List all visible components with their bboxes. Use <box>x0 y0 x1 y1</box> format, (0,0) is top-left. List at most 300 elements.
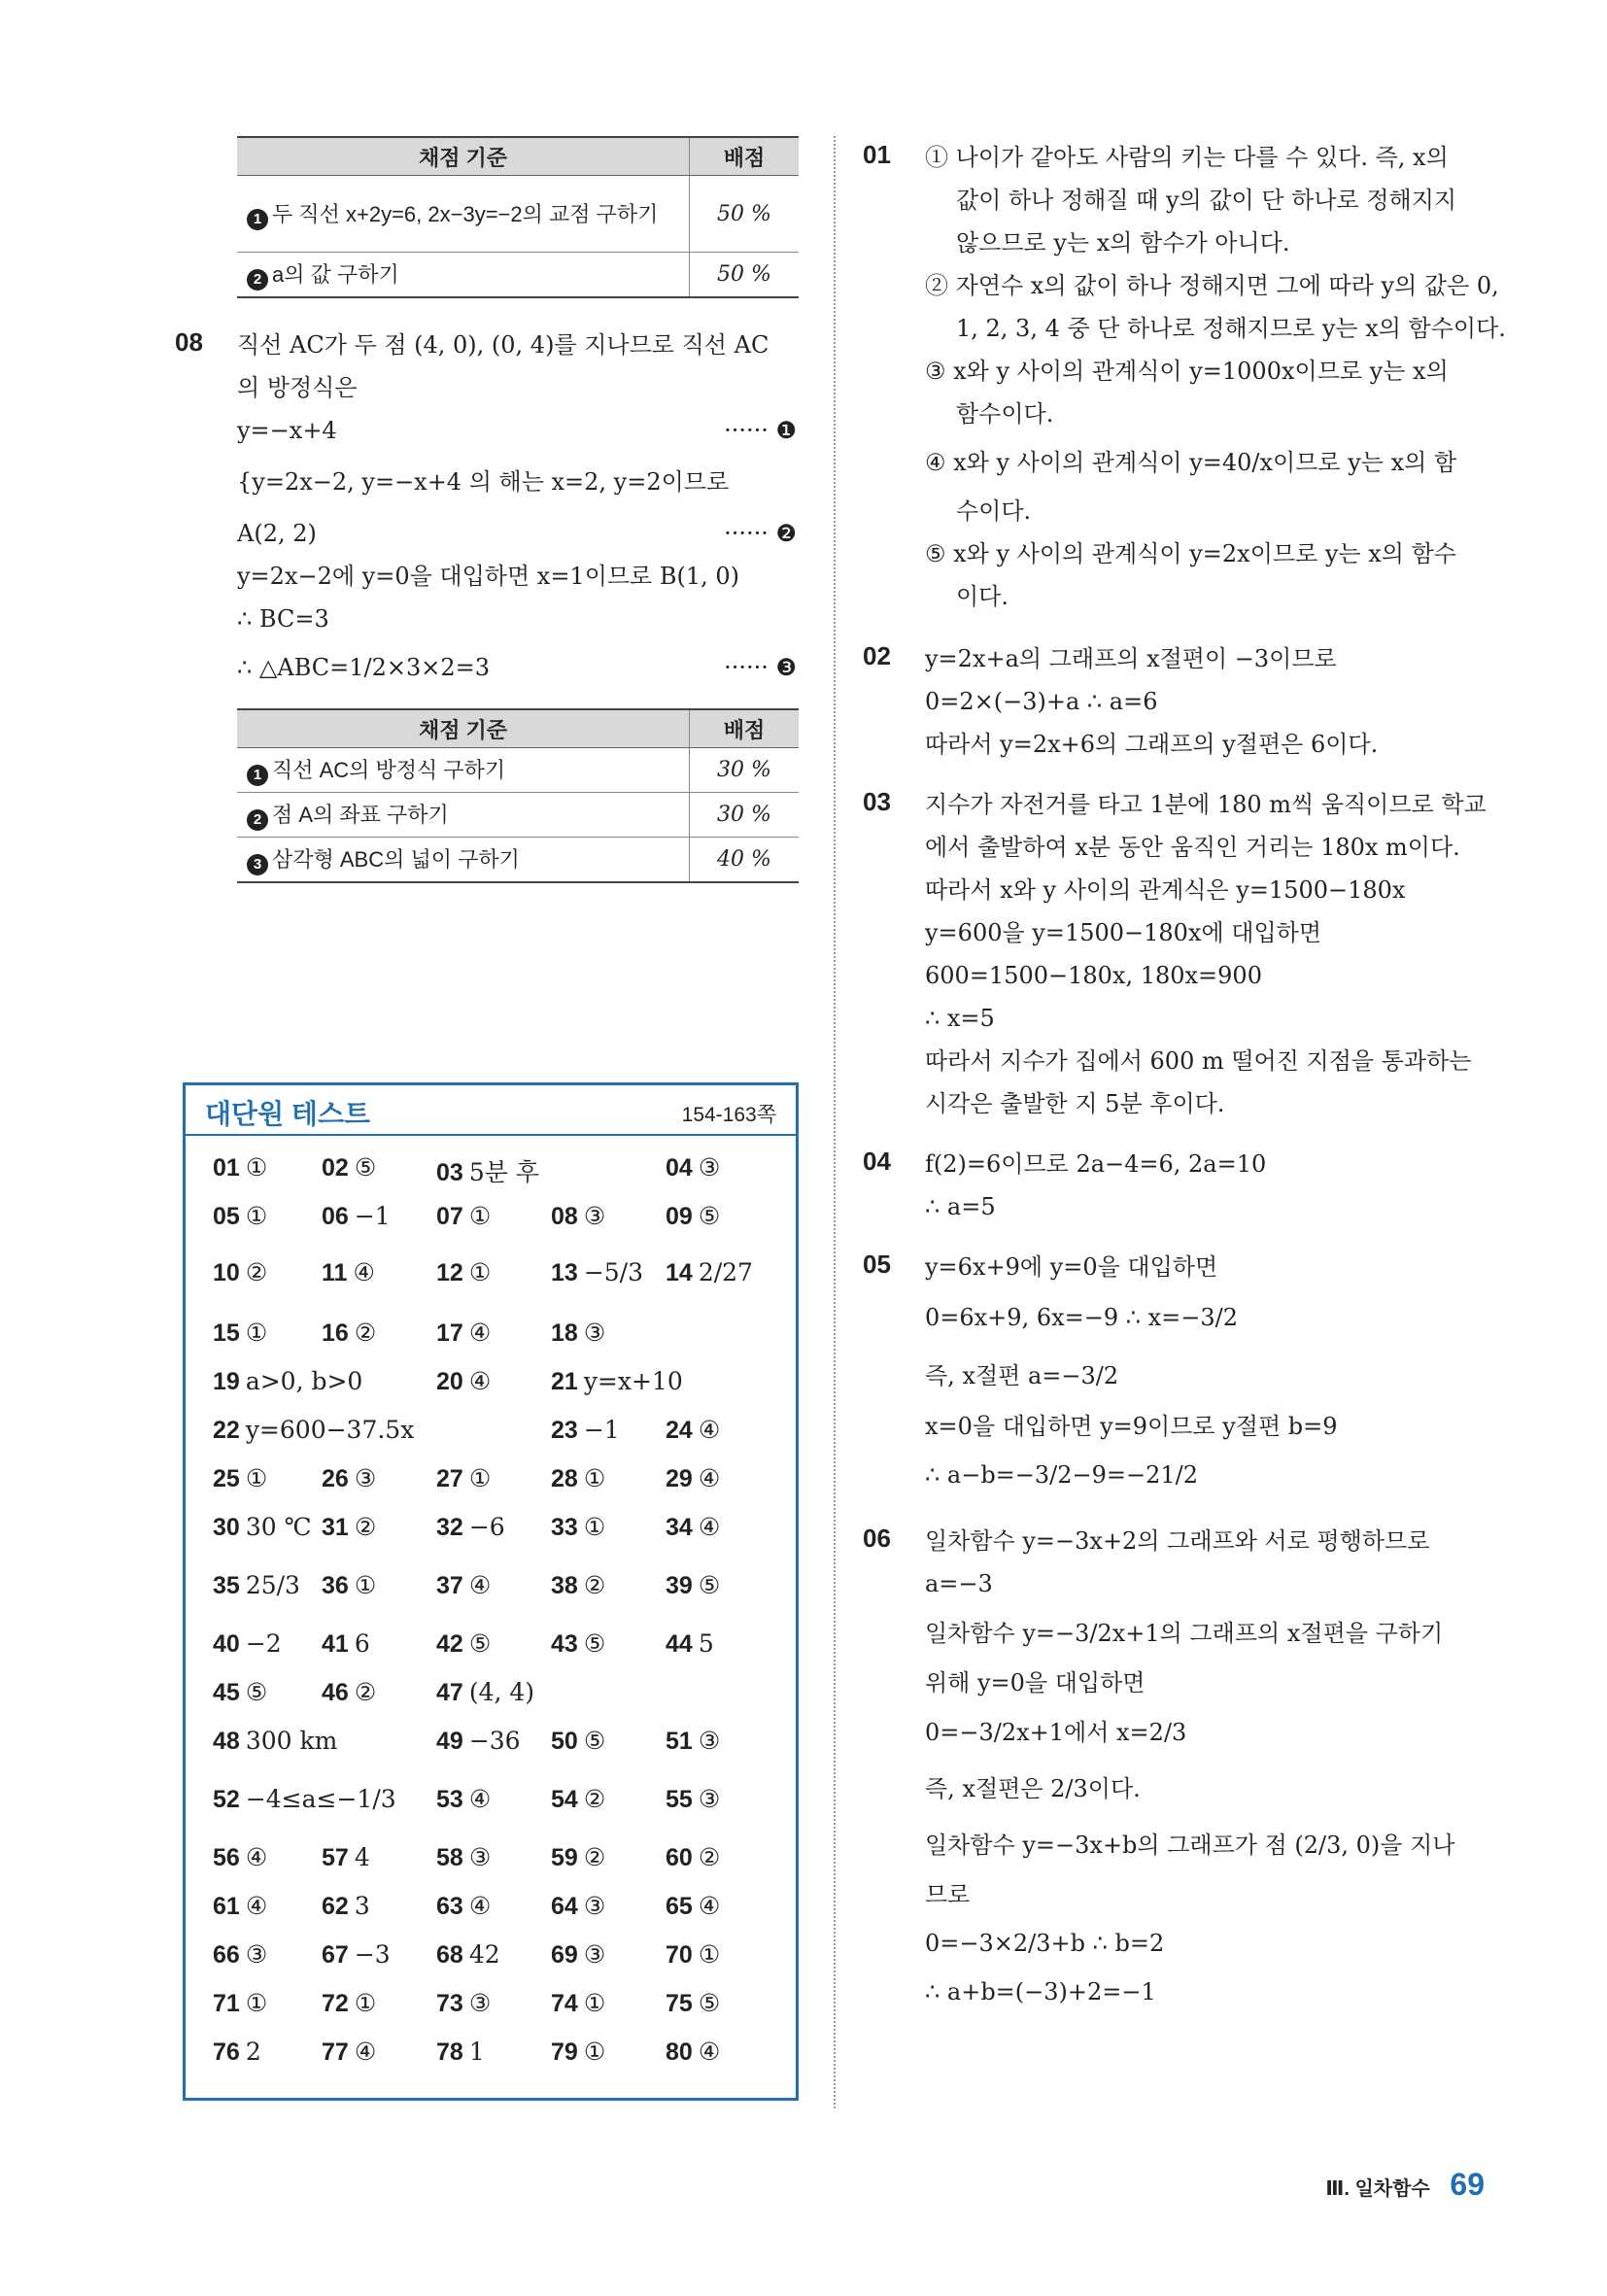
solution-line: x=0을 대입하면 y=9이므로 y절편 b=9 <box>925 1413 1338 1440</box>
answer-value: ③ <box>583 1202 606 1230</box>
answer-value: ③ <box>583 1892 606 1920</box>
answer-value: ④ <box>698 2038 721 2066</box>
answer-value: 1 <box>468 2038 485 2066</box>
answer-value: ⑤ <box>583 1629 606 1658</box>
step-number-badge: 3 <box>247 854 268 875</box>
answer-item <box>322 1892 370 1921</box>
solution-line: a=−3 <box>925 1570 993 1597</box>
answer-value: −6 <box>468 1513 505 1541</box>
answer-number: 17 <box>436 1319 463 1347</box>
solution-line: 0=−3×2/3+b ∴ b=2 <box>925 1930 1165 1957</box>
answer-number: 46 <box>322 1679 349 1706</box>
problem-06 <box>863 1520 1485 2013</box>
solution-line: 값이 하나 정해질 때 y의 값이 단 하나로 정해지지 <box>956 187 1457 214</box>
answer-number: 11 <box>322 1259 348 1286</box>
table-row <box>237 793 799 838</box>
answer-number: 51 <box>666 1728 693 1755</box>
points-value: 30 % <box>690 748 800 793</box>
points-value: 50 % <box>690 253 800 298</box>
answer-item <box>551 1416 620 1445</box>
problem-number: 03 <box>863 787 891 816</box>
answer-item <box>436 1367 491 1396</box>
answer-number: 75 <box>666 1990 693 2017</box>
answer-number: 70 <box>666 1941 693 1969</box>
solution-line: 수이다. <box>956 497 1032 525</box>
solution-line: 즉, x절편 a=−3/2 <box>925 1362 1119 1389</box>
answer-item <box>213 1153 267 1182</box>
problem-01 <box>863 136 1506 618</box>
answer-item <box>322 1202 391 1231</box>
answer-item <box>213 1367 362 1396</box>
answer-number: 04 <box>666 1154 693 1182</box>
answer-item <box>551 1319 605 1348</box>
answer-number: 15 <box>213 1319 240 1347</box>
answer-value: 2 <box>245 2038 261 2066</box>
problem-04 <box>863 1143 1485 1228</box>
answer-number: 38 <box>551 1572 578 1599</box>
answer-number: 79 <box>551 2039 578 2066</box>
answer-number: 47 <box>436 1679 463 1706</box>
right-column <box>863 136 1506 2025</box>
table-header-points: 배점 <box>690 137 800 176</box>
solution-line: ∴ BC=3 <box>237 605 329 633</box>
answer-item <box>436 1785 491 1814</box>
answer-value: 42 <box>468 1940 500 1969</box>
column-divider <box>834 136 836 2108</box>
answer-number: 18 <box>551 1319 578 1347</box>
answer-number: 20 <box>436 1368 463 1395</box>
answer-number: 55 <box>666 1786 693 1813</box>
answer-item <box>436 1843 491 1872</box>
table-row <box>237 253 799 298</box>
solution-line: 즉, x절편은 2/3이다. <box>925 1775 1141 1802</box>
points-value: 50 % <box>690 176 800 253</box>
solution-line: y=2x+a의 그래프의 x절편이 −3이므로 <box>925 645 1337 672</box>
step-marker: ······ ❷ <box>724 520 797 547</box>
answer-value: −4≤a≤−1/3 <box>245 1785 396 1813</box>
answer-item <box>213 1843 267 1872</box>
answer-item <box>666 1727 720 1756</box>
solution-line: f(2)=6이므로 2a−4=6, 2a=10 <box>925 1150 1267 1178</box>
step-number-badge: 2 <box>247 269 268 291</box>
unit-test-answer-box <box>183 1082 799 2101</box>
answer-number: 65 <box>666 1893 693 1920</box>
answer-number: 43 <box>551 1630 578 1658</box>
answer-number: 69 <box>551 1941 578 1969</box>
answer-value: ① <box>468 1202 492 1230</box>
solution-line <box>237 512 797 555</box>
criteria-text: 삼각형 ABC의 넓이 구하기 <box>272 847 520 872</box>
answer-item <box>666 1153 720 1182</box>
solution-line: 일차함수 y=−3/2x+1의 그래프의 x절편을 구하기 <box>925 1620 1444 1647</box>
answer-value: ① <box>698 1940 721 1969</box>
table-header-points: 배점 <box>690 709 800 748</box>
answer-number: 02 <box>322 1154 349 1182</box>
solution-line: 지수가 자전거를 타고 1분에 180 m씩 움직이므로 학교 <box>925 791 1487 818</box>
answer-number: 34 <box>666 1514 693 1541</box>
problem-number: 04 <box>863 1147 891 1176</box>
answer-number: 53 <box>436 1786 463 1813</box>
answer-number: 74 <box>551 1990 578 2017</box>
answer-item <box>436 1513 505 1542</box>
solution-line: y=6x+9에 y=0을 대입하면 <box>925 1253 1218 1281</box>
answer-item <box>213 2038 261 2067</box>
points-value: 30 % <box>690 793 800 838</box>
answer-number: 61 <box>213 1893 240 1920</box>
solution-line: ① 나이가 같아도 사람의 키는 다를 수 있다. 즉, x의 <box>925 144 1449 171</box>
answer-value: ③ <box>468 1989 492 2017</box>
step-marker: ······ ❶ <box>724 417 797 444</box>
answer-item <box>666 1416 720 1445</box>
answer-number: 63 <box>436 1893 463 1920</box>
answer-item <box>551 1571 605 1600</box>
answer-number: 44 <box>666 1630 693 1658</box>
answer-item <box>551 1785 605 1814</box>
answer-number: 80 <box>666 2039 693 2066</box>
answer-number: 54 <box>551 1786 578 1813</box>
test-header <box>186 1085 796 1136</box>
answer-item <box>213 1258 267 1287</box>
solution-line: 1, 2, 3, 4 중 단 하나로 정해지므로 y는 x의 함수이다. <box>956 315 1506 342</box>
answer-item <box>666 1989 720 2018</box>
answer-value: ① <box>354 1571 377 1599</box>
answer-number: 42 <box>436 1630 463 1658</box>
step-number-badge: 1 <box>247 765 268 786</box>
table-row <box>237 838 799 883</box>
criteria-text: 직선 AC의 방정식 구하기 <box>272 758 506 782</box>
answer-value: ③ <box>468 1843 492 1871</box>
answer-number: 29 <box>666 1465 693 1492</box>
problem-number: 02 <box>863 641 891 670</box>
answer-item <box>436 1892 491 1921</box>
answer-value: ④ <box>245 1843 268 1871</box>
solution-line: ∴ a=5 <box>925 1193 996 1220</box>
answer-item <box>213 1202 267 1231</box>
solution-line: y=600을 y=1500−180x에 대입하면 <box>925 919 1322 946</box>
answer-number: 25 <box>213 1465 240 1492</box>
answer-value: ④ <box>698 1892 721 1920</box>
left-column <box>175 136 797 883</box>
answer-item <box>551 1940 605 1970</box>
answer-item <box>213 1629 282 1659</box>
answer-item <box>322 1571 376 1600</box>
answer-number: 08 <box>551 1203 578 1230</box>
test-title: 대단원 테스트 <box>205 1099 371 1129</box>
answer-item <box>666 2038 720 2067</box>
answer-value: 4 <box>354 1843 370 1871</box>
answer-number: 23 <box>551 1417 578 1444</box>
solution-line: 600=1500−180x, 180x=900 <box>925 962 1262 989</box>
answer-value: ② <box>583 1571 606 1599</box>
solution-line: 따라서 y=2x+6의 그래프의 y절편은 6이다. <box>925 731 1379 758</box>
answer-value: −2 <box>245 1629 282 1658</box>
answer-item <box>666 1785 720 1814</box>
answer-item <box>666 1843 720 1872</box>
problem-number: 05 <box>863 1250 891 1279</box>
answer-value: ③ <box>354 1464 377 1492</box>
solution-line: ⑤ x와 y 사이의 관계식이 y=2x이므로 y는 x의 함수 <box>925 540 1456 567</box>
answer-value: ⑤ <box>698 1571 721 1599</box>
answer-number: 07 <box>436 1203 463 1230</box>
answer-item <box>322 1989 376 2018</box>
answer-number: 72 <box>322 1990 349 2017</box>
answer-item <box>436 1258 491 1287</box>
answer-value: ⑤ <box>698 1989 721 2017</box>
answer-value: 6 <box>354 1629 370 1658</box>
answer-value: ④ <box>245 1892 268 1920</box>
answer-item <box>666 1513 720 1542</box>
answer-number: 32 <box>436 1514 463 1541</box>
solution-line: 0=6x+9, 6x=−9 ∴ x=−3/2 <box>925 1304 1239 1331</box>
answer-item <box>666 1892 720 1921</box>
answer-item <box>322 1513 376 1542</box>
answer-value: ③ <box>583 1940 606 1969</box>
answer-value: ③ <box>698 1727 721 1755</box>
answer-item <box>436 1319 491 1348</box>
scoring-table-07 <box>237 136 799 298</box>
answer-value: ③ <box>245 1940 268 1969</box>
answer-number: 64 <box>551 1893 578 1920</box>
answer-item <box>322 2038 376 2067</box>
answer-number: 48 <box>213 1728 240 1755</box>
solution-line <box>237 409 797 452</box>
answer-item <box>213 1892 267 1921</box>
solution-line: ③ x와 y 사이의 관계식이 y=1000x이므로 y는 x의 <box>925 358 1449 385</box>
answer-number: 58 <box>436 1844 463 1871</box>
answer-number: 73 <box>436 1990 463 2017</box>
answer-number: 26 <box>322 1465 349 1492</box>
answer-value: ① <box>245 1153 268 1182</box>
chapter-label: Ⅲ. 일차함수 <box>1325 2178 1430 2200</box>
answer-number: 35 <box>213 1572 240 1599</box>
problem-number: 08 <box>175 327 203 357</box>
solution-line: 따라서 지수가 집에서 600 m 떨어진 지점을 통과하는 <box>925 1047 1472 1075</box>
answer-number: 60 <box>666 1844 693 1871</box>
answer-value: ④ <box>353 1258 375 1286</box>
answer-number: 39 <box>666 1572 693 1599</box>
step-marker: ······ ❸ <box>724 654 797 681</box>
table-header-criteria: 채점 기준 <box>237 709 690 748</box>
solution-line: 0=2×(−3)+a ∴ a=6 <box>925 688 1158 715</box>
answer-number: 09 <box>666 1203 693 1230</box>
answer-value: ③ <box>698 1785 721 1813</box>
answer-item <box>666 1629 714 1659</box>
answer-item <box>436 1940 500 1970</box>
solution-line: 므로 <box>925 1881 971 1908</box>
answer-item <box>551 1258 643 1287</box>
test-pages: 154-163쪽 <box>681 1104 776 1126</box>
problem-number: 01 <box>863 140 891 169</box>
answer-item <box>213 1416 414 1445</box>
answer-number: 19 <box>213 1368 240 1395</box>
answer-item <box>551 1727 605 1756</box>
answer-number: 59 <box>551 1844 578 1871</box>
answer-value: ① <box>583 2038 606 2066</box>
answer-item <box>436 1153 539 1188</box>
answer-number: 28 <box>551 1465 578 1492</box>
answer-value: ① <box>468 1258 492 1286</box>
answer-item <box>213 1571 300 1600</box>
answer-item <box>551 1367 683 1396</box>
answer-value: (4, 4) <box>468 1678 535 1706</box>
answer-number: 76 <box>213 2039 240 2066</box>
answer-value: ⑤ <box>468 1629 492 1658</box>
answer-item <box>436 1464 491 1493</box>
answer-item <box>436 1629 491 1659</box>
answer-value: ④ <box>354 2038 377 2066</box>
points-value: 40 % <box>690 838 800 883</box>
answer-item <box>551 1464 605 1493</box>
answer-number: 13 <box>551 1259 578 1286</box>
answer-item <box>322 1464 376 1493</box>
answer-item <box>551 1202 605 1231</box>
answer-value: a>0, b>0 <box>245 1367 363 1395</box>
answer-value: ① <box>354 1989 377 2017</box>
solution-line: 직선 AC가 두 점 (4, 0), (0, 4)를 지나므로 직선 AC <box>237 331 769 359</box>
answer-value: 3 <box>354 1892 370 1920</box>
answer-number: 56 <box>213 1844 240 1871</box>
problem-number: 06 <box>863 1524 891 1553</box>
answer-number: 31 <box>322 1514 349 1541</box>
answer-number: 16 <box>322 1319 349 1347</box>
page-footer <box>1325 2167 1485 2203</box>
answer-number: 62 <box>322 1893 349 1920</box>
answer-item <box>213 1989 267 2018</box>
table-header-criteria: 채점 기준 <box>237 137 690 176</box>
answer-number: 01 <box>213 1154 240 1182</box>
answer-item <box>666 1940 720 1970</box>
answer-item <box>551 1513 605 1542</box>
solution-line: 따라서 x와 y 사이의 관계식은 y=1500−180x <box>925 876 1406 904</box>
answer-item <box>666 1571 720 1600</box>
answer-value: ③ <box>583 1319 606 1347</box>
answer-value: ① <box>245 1464 268 1492</box>
solution-line <box>237 640 797 695</box>
solution-line: 위해 y=0을 대입하면 <box>925 1669 1145 1696</box>
answer-item <box>213 1678 267 1707</box>
solution-line: ∴ a+b=(−3)+2=−1 <box>925 1978 1156 2005</box>
answer-item <box>213 1727 337 1756</box>
answer-number: 71 <box>213 1990 240 2017</box>
answer-value: ① <box>583 1464 606 1492</box>
answer-value: y=600−37.5x <box>245 1416 415 1444</box>
scoring-table-08 <box>237 708 799 883</box>
answer-value: ① <box>583 1989 606 2017</box>
answer-number: 36 <box>322 1572 349 1599</box>
answer-value: −5/3 <box>583 1258 643 1286</box>
answer-item <box>436 1989 491 2018</box>
answer-value: 300 km <box>245 1727 338 1755</box>
problem-05 <box>863 1246 1485 1502</box>
answer-item <box>322 1940 391 1970</box>
criteria-text: 점 A의 좌표 구하기 <box>272 803 449 827</box>
answer-value: y=x+10 <box>583 1367 683 1395</box>
problem-02 <box>863 637 1485 766</box>
answer-item <box>551 1629 605 1659</box>
answer-value: ② <box>354 1678 377 1706</box>
answer-number: 78 <box>436 2039 463 2066</box>
answer-number: 12 <box>436 1259 463 1286</box>
answer-value: ④ <box>468 1571 492 1599</box>
criteria-text: a의 값 구하기 <box>272 262 399 287</box>
equation-text: A(2, 2) <box>237 520 317 547</box>
answer-value: ① <box>245 1989 268 2017</box>
solution-line: 않으므로 y는 x의 함수가 아니다. <box>956 229 1290 257</box>
answer-number: 05 <box>213 1203 240 1230</box>
equation-text: ∴ △ABC=1/2×3×2=3 <box>237 654 491 681</box>
solution-line: ④ x와 y 사이의 관계식이 y=40/x이므로 y는 x의 함 <box>925 449 1457 476</box>
solution-line: 함수이다. <box>956 400 1054 428</box>
answer-item <box>322 1678 376 1707</box>
answer-number: 27 <box>436 1465 463 1492</box>
answer-item <box>551 1989 605 2018</box>
table-row <box>237 176 799 253</box>
answer-number: 21 <box>551 1368 578 1395</box>
answer-number: 10 <box>213 1259 240 1286</box>
solution-line: ∴ x=5 <box>925 1005 995 1032</box>
answer-value: −36 <box>468 1727 521 1755</box>
answer-item <box>213 1940 267 1970</box>
answer-number: 03 <box>436 1159 463 1186</box>
answer-number: 57 <box>322 1844 349 1871</box>
answer-item <box>322 1258 375 1287</box>
answer-item <box>322 1319 376 1348</box>
answer-value: ④ <box>698 1416 721 1444</box>
answer-value: ① <box>583 1513 606 1541</box>
answer-value: 25/3 <box>245 1571 300 1599</box>
answer-item <box>436 1202 491 1231</box>
answer-item <box>436 2038 485 2067</box>
answer-item <box>666 1464 720 1493</box>
answer-number: 45 <box>213 1679 240 1706</box>
criteria-text: 두 직선 x+2y=6, 2x−3y=−2의 교점 구하기 <box>272 201 659 226</box>
answer-item <box>551 1892 605 1921</box>
answer-item <box>436 1727 521 1756</box>
answer-value: ③ <box>698 1153 721 1182</box>
answer-value: ⑤ <box>354 1153 377 1182</box>
solution-line: 시각은 출발한 지 5분 후이다. <box>925 1090 1225 1117</box>
answer-number: 68 <box>436 1941 463 1969</box>
answer-item <box>436 1678 534 1707</box>
answer-value: ④ <box>698 1513 721 1541</box>
answer-item <box>551 1843 605 1872</box>
answer-number: 40 <box>213 1630 240 1658</box>
answer-number: 50 <box>551 1728 578 1755</box>
answer-number: 14 <box>666 1259 693 1286</box>
solution-line: 일차함수 y=−3x+2의 그래프와 서로 평행하므로 <box>925 1527 1430 1555</box>
answer-item <box>213 1785 396 1814</box>
answer-value: ② <box>698 1843 721 1871</box>
solution-line: y=2x−2에 y=0을 대입하면 x=1이므로 B(1, 0) <box>237 563 740 590</box>
answer-value: ④ <box>468 1785 492 1813</box>
answer-item <box>666 1202 720 1231</box>
answer-item <box>213 1513 312 1542</box>
answer-value: 5분 후 <box>468 1158 539 1186</box>
answer-number: 22 <box>213 1417 240 1444</box>
equation-text: y=−x+4 <box>237 417 337 444</box>
answer-value: 30 ℃ <box>245 1513 312 1541</box>
answer-number: 49 <box>436 1728 463 1755</box>
table-row <box>237 748 799 793</box>
answer-value: ② <box>583 1843 606 1871</box>
answer-item <box>213 1319 267 1348</box>
answer-item <box>322 1843 370 1872</box>
answer-value: −3 <box>354 1940 391 1969</box>
answer-value: ④ <box>468 1367 492 1395</box>
problem-03 <box>863 783 1485 1125</box>
answer-number: 41 <box>322 1630 349 1658</box>
answer-value: ④ <box>468 1892 492 1920</box>
